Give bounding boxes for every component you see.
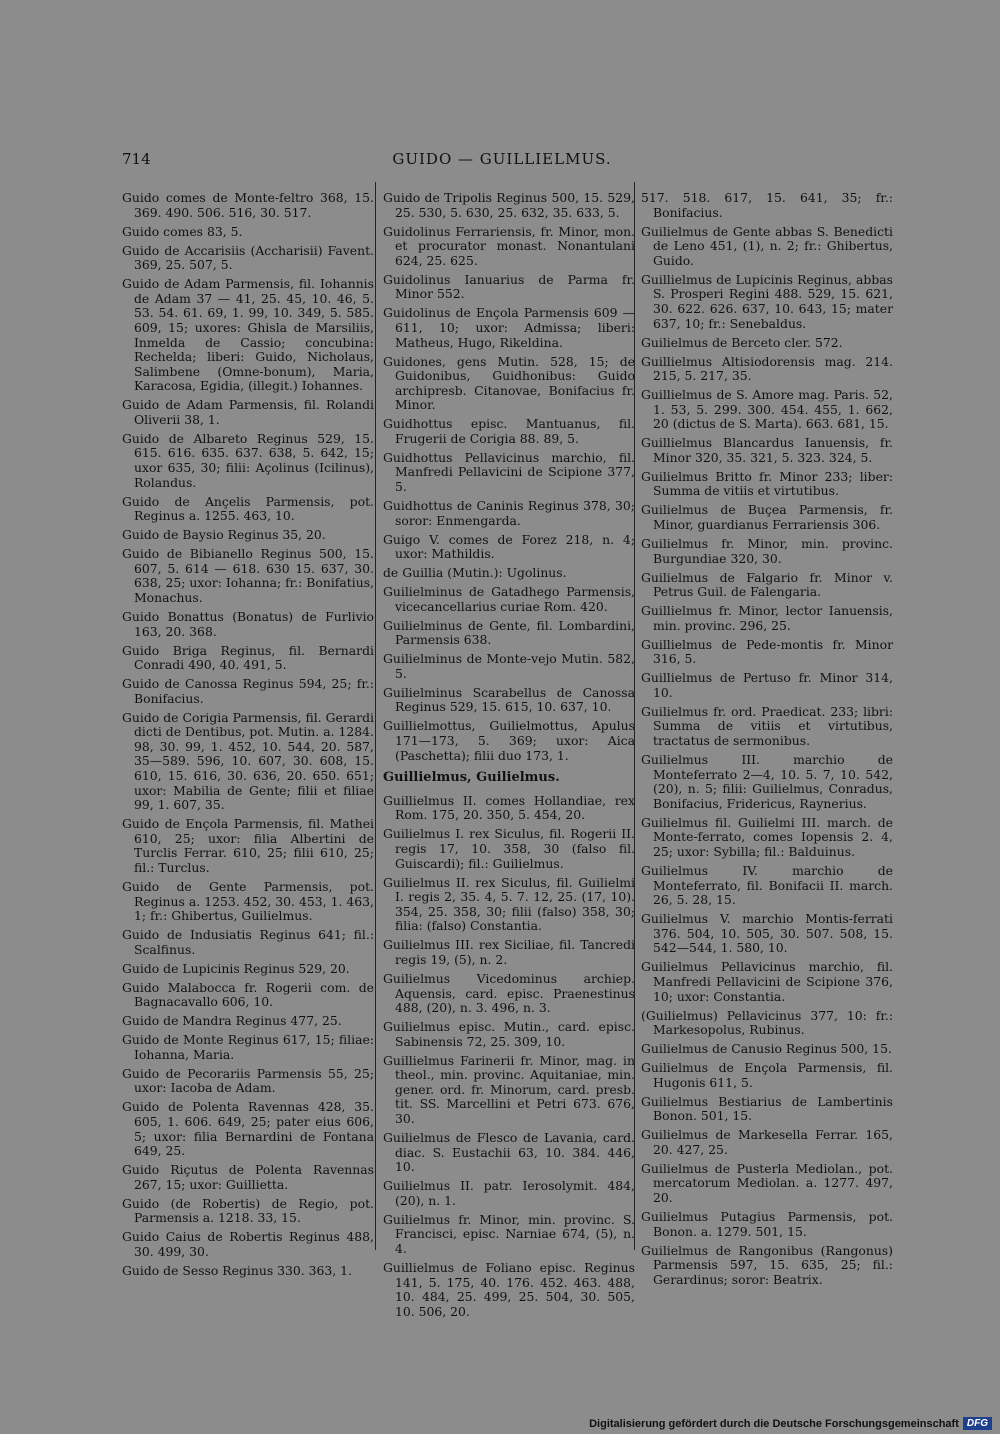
- index-entry: Guilielmus de Berceto cler. 572.: [641, 334, 843, 350]
- index-entry: Guilielmus de Ençola Parmensis, fil. Hugonis 611, 5.: [641, 1060, 893, 1090]
- index-entry: Guilielmus III. rex Siciliae, fil. Tancredi regis 19, (5), n. 2.: [383, 937, 635, 967]
- index-entry: Guilielmus de Pusterla Mediolan., pot. mercatorum Mediolan. a. 1277. 497, 20.: [641, 1160, 893, 1205]
- index-entry: Guilielmus de Canusio Reginus 500, 15.: [641, 1041, 892, 1057]
- index-entry: Guido comes 83, 5.: [122, 223, 243, 239]
- index-entry: Guilielminus Scarabellus de Canossa Reginus 529, 15. 615, 10. 637, 10.: [383, 684, 635, 715]
- index-entry: Guido de Albareto Reginus 529, 15. 615. 616. 635. 637. 638, 5. 642, 15; uxor 635, 30; filii: Açolinus (Icilinus), Rolandus.: [122, 430, 374, 490]
- index-entry: Guillielmus fr. Minor, lector Ianuensis, min. provinc. 296, 25.: [641, 603, 893, 633]
- index-entry: Guidhottus de Caninis Reginus 378, 30; soror: Enmengarda.: [383, 498, 635, 528]
- index-entry: Guido comes de Monte-feltro 368, 15. 369. 490. 506. 516, 30. 517.: [122, 190, 374, 220]
- index-entry: de Guillia (Mutin.): Ugolinus.: [383, 565, 567, 581]
- index-entry: Guilielmus IV. marchio de Monteferrato, fil. Bonifacii II. march. 26, 5. 28, 15.: [641, 862, 893, 908]
- running-head: GUIDO — GUILLIELMUS.: [392, 150, 612, 168]
- index-entry: Guido de Adam Parmensis, fil. Rolandi Oliverii 38, 1.: [122, 397, 374, 427]
- page-number: 714: [122, 150, 151, 168]
- index-entry: Guido de Sesso Reginus 330. 363, 1.: [122, 1262, 353, 1278]
- index-entry: Guido de Accarisiis (Accharisii) Favent. 369, 25. 507, 5.: [122, 242, 374, 273]
- index-entry: Guido de Tripolis Reginus 500, 15. 529, 25. 530, 5. 630, 25. 632, 35. 633, 5.: [383, 190, 635, 220]
- index-entry: Guillielmus Blancardus Ianuensis, fr. Minor 320, 35. 321, 5. 323. 324, 5.: [641, 435, 893, 465]
- index-entry: Guillielmus de Pertuso fr. Minor 314, 10.: [641, 670, 893, 700]
- index-entry: Guidolinus de Ençola Parmensis 609 —611, 10; uxor: Admissa; liberi: Matheus, Hugo, Rikeldina.: [383, 305, 635, 350]
- index-entry: Guillielmus II. comes Hollandiae, rex Rom. 175, 20. 350, 5. 454, 20.: [383, 792, 635, 823]
- index-entry: Guido de Indusiatis Reginus 641; fil.: Scalfinus.: [122, 927, 374, 957]
- index-entry: Guilielmus de Gente abbas S. Benedicti de Leno 451, (1), n. 2; fr.: Ghibertus, Guido.: [641, 223, 893, 268]
- index-entry: Guilielminus de Gente, fil. Lombardini, Parmensis 638.: [383, 617, 635, 648]
- index-entry: Guilielminus de Gatadhego Parmensis, vicecancellarius curiae Rom. 420.: [383, 584, 635, 614]
- index-entry: Guido Malabocca fr. Rogerii com. de Bagnacavallo 606, 10.: [122, 979, 374, 1010]
- index-entry: Guido de Ençola Parmensis, fil. Mathei 610, 25; uxor: filia Albertini de Turclis Ferrar. 610, 25; filii 610, 25; fil.: Turclus.: [122, 816, 374, 876]
- page-header: [122, 150, 882, 172]
- index-entry: Guido de Lupicinis Reginus 529, 20.: [122, 960, 350, 976]
- index-entry: Guilielmus Putagius Parmensis, pot. Bonon. a. 1279. 501, 15.: [641, 1208, 893, 1239]
- index-entry: Guilielmus Vicedominus archiep. Aquensis, card. episc. Praenestinus 488, (20), n. 3. 496, n. 3.: [383, 970, 635, 1016]
- index-column-2-entries-b: [383, 794, 635, 1320]
- index-entry: Guillielmottus, Guilielmottus, Apulus 171—173, 5. 369; uxor: Aica (Paschetta); filii duo 173, 1.: [383, 718, 635, 763]
- dfg-logo: DFG: [963, 1417, 992, 1430]
- index-entry: Guillielmus Altisiodorensis mag. 214. 215, 5. 217, 35.: [641, 353, 893, 384]
- index-entry: Guilielminus de Monte-vejo Mutin. 582, 5.: [383, 651, 635, 681]
- index-entry: Guilielmus de Falgario fr. Minor v. Petrus Guil. de Falengaria.: [641, 569, 893, 600]
- index-entry: Guido de Bibianello Reginus 500, 15. 607, 5. 614 — 618. 630 15. 637, 30. 638, 25; uxor: Iohanna; fr.: Bonifatius, Monachus.: [122, 546, 374, 605]
- index-entry: Guido de Polenta Ravennas 428, 35. 605, 1. 606. 649, 25; pater eius 606, 5; uxor: filia Bernardini de Fontana 649, 25.: [122, 1099, 374, 1159]
- index-entry: Guidolinus Ianuarius de Parma fr. Minor 552.: [383, 271, 635, 302]
- index-entry: Guido de Corigia Parmensis, fil. Gerardi dicti de Dentibus, pot. Mutin. a. 1284. 98, 30. 99, 1. 452, 10. 544, 20. 587, 35—589. 596, 10. 607, 30. 608, 15. 610, 15. 616, 30. 636, 20. 650. 651; uxor: Mabilia de Gente; filii et filiae 99, 1. 607, 35.: [122, 709, 374, 813]
- index-column-3: [641, 191, 893, 1292]
- index-entry: Guidhottus Pellavicinus marchio, fil. Manfredi Pellavicini de Scipione 377, 5.: [383, 449, 635, 495]
- index-entry: Guillielmus de Pede-montis fr. Minor 316, 5.: [641, 636, 893, 667]
- index-entry: Guilielmus fr. ord. Praedicat. 233; libri: Summa de vitiis et virtutibus, tractatus de sermonibus.: [641, 703, 893, 749]
- index-entry: Guillielmus de Foliano episc. Reginus 141, 5. 175, 40. 176. 452. 463. 488, 10. 484, 25. 499, 25. 504, 30. 505, 10. 506, 20.: [383, 1259, 635, 1319]
- index-entry: (Guilielmus) Pellavicinus 377, 10: fr.: Markesopolus, Rubinus.: [641, 1007, 893, 1038]
- index-entry: Guilielmus episc. Mutin., card. episc. Sabinensis 72, 25. 309, 10.: [383, 1019, 635, 1049]
- index-column-2-entries-a: [383, 191, 635, 763]
- index-entry: Guilielmus fr. Minor, min. provinc. S. Francisci, episc. Narniae 674, (5), n. 4.: [383, 1211, 635, 1256]
- index-entry: Guilielmus III. marchio de Monteferrato 2—4, 10. 5. 7, 10. 542, (20), n. 5; filii: Guilielmus, Conradus, Bonifacius, Fridericus, Raynerius.: [641, 752, 893, 811]
- index-entry: Guilielmus V. marchio Montis-ferrati 376. 504, 10. 505, 30. 507. 508, 15. 542—544, 1. 580, 10.: [641, 911, 893, 956]
- index-entry: Guido de Mandra Reginus 477, 25.: [122, 1013, 342, 1029]
- index-entry: Guilielmus de Flesco de Lavania, card. diac. S. Eustachii 63, 10. 384. 446, 10.: [383, 1130, 635, 1175]
- index-entry: 517. 518. 617, 15. 641, 35; fr.: Bonifacius.: [641, 190, 893, 220]
- index-entry: Guido Caius de Robertis Reginus 488, 30. 499, 30.: [122, 1229, 374, 1259]
- index-entry: Guilielmus II. rex Siculus, fil. Guilielmi I. regis 2, 35. 4, 5. 7. 12, 25. (17, 10). 354, 25. 358, 30; filii (falso) 358, 30; filia: (falso) Constantia.: [383, 874, 635, 934]
- index-entry: Guido de Pecorariis Parmensis 55, 25; uxor: Iacoba de Adam.: [122, 1065, 374, 1096]
- column-rule-left: [375, 182, 376, 1250]
- index-entry: Guilielmus Bestiarius de Lambertinis Bonon. 501, 15.: [641, 1093, 893, 1124]
- index-entry: Guigo V. comes de Forez 218, n. 4; uxor: Mathildis.: [383, 531, 635, 562]
- index-entry: Guidones, gens Mutin. 528, 15; de Guidonibus, Guidhonibus: Guido archipresb. Citanovae, Bonifacius fr. Minor.: [383, 353, 635, 413]
- index-entry: Guillielmus Farinerii fr. Minor, mag. in theol., min. provinc. Aquitaniae, min. gener. ord. fr. Minorum, card. presb. tit. SS. Marcellini et Petri 673. 676, 30.: [383, 1052, 635, 1127]
- index-entry: Guido de Monte Reginus 617, 15; filiae: Iohanna, Maria.: [122, 1032, 374, 1062]
- section-title: Guillielmus, Guilielmus.: [383, 770, 560, 786]
- index-entry: Guillielmus de S. Amore mag. Paris. 52, 1. 53, 5. 299. 300. 454. 455, 1. 662, 20 (dictus de S. Marta). 663. 681, 15.: [641, 387, 893, 432]
- index-entry: Guilielmus II. patr. Ierosolymit. 484, (20), n. 1.: [383, 1178, 635, 1208]
- footer: [589, 1417, 992, 1430]
- index-entry: Guilielmus fr. Minor, min. provinc. Burgundiae 320, 30.: [641, 535, 893, 566]
- footer-text: Digitalisierung gefördert durch die Deutsche Forschungsgemeinschaft: [589, 1417, 959, 1430]
- index-entry: Guilielmus Pellavicinus marchio, fil. Manfredi Pellavicini de Scipione 376, 10; uxor: Constantia.: [641, 959, 893, 1004]
- index-entry: Guido Bonattus (Bonatus) de Furlivio 163, 20. 368.: [122, 608, 374, 639]
- index-entry: Guillielmus de Lupicinis Reginus, abbas S. Prosperi Regini 488. 529, 15. 621, 30. 622. 626. 637, 10. 643, 15; mater 637, 10; fr.: Senebaldus.: [641, 271, 893, 331]
- index-entry: Guido de Ançelis Parmensis, pot. Reginus a. 1255. 463, 10.: [122, 493, 374, 524]
- index-entry: Guilielmus fil. Guilielmi III. march. de Monte-ferrato, comes Iopensis 2. 4, 25; uxor: Sybilla; fil.: Balduinus.: [641, 814, 893, 859]
- index-column-2: [383, 191, 635, 1324]
- index-entry: Guidolinus Ferrariensis, fr. Minor, mon. et procurator monast. Nonantulani 624, 25. 625.: [383, 223, 635, 268]
- index-entry: Guido Briga Reginus, fil. Bernardi Conradi 490, 40. 491, 5.: [122, 642, 374, 673]
- index-entry: Guilielmus de Rangonibus (Rangonus) Parmensis 597, 15. 635, 25; fil.: Gerardinus; soror: Beatrix.: [641, 1242, 893, 1287]
- index-entry: Guilielmus I. rex Siculus, fil. Rogerii II. regis 17, 10. 358, 30 (falso fil. Guiscardi); fil.: Guilielmus.: [383, 826, 635, 871]
- index-entry: Guido de Canossa Reginus 594, 25; fr.: Bonifacius.: [122, 676, 374, 706]
- index-entry: Guilielmus de Markesella Ferrar. 165, 20. 427, 25.: [641, 1127, 893, 1157]
- index-entry: Guido de Gente Parmensis, pot. Reginus a. 1253. 452, 30. 453, 1. 463, 1; fr.: Ghibertus, Guilielmus.: [122, 879, 374, 924]
- index-entry: Guido (de Robertis) de Regio, pot. Parmensis a. 1218. 33, 15.: [122, 1195, 374, 1226]
- index-entry: Guilielmus de Buçea Parmensis, fr. Minor, guardianus Ferrariensis 306.: [641, 502, 893, 532]
- index-column-1: [122, 191, 374, 1283]
- index-entry: Guilielmus Britto fr. Minor 233; liber: Summa de vitiis et virtutibus.: [641, 468, 893, 499]
- index-entry: Guido de Adam Parmensis, fil. Iohannis de Adam 37 — 41, 25. 45, 10. 46, 5. 53. 54. 61. 69, 1. 99, 10. 349, 5. 585. 609, 15; uxores: Ghisla de Marsiliis, Inmelda de Cassio; concubina: Rechelda; liberi: Guido, Nicholaus, Salimbene (Omne-bonum), Maria, Karacosa, Egidia, (illegit.) Iohannes.: [122, 276, 374, 394]
- index-entry: Guidhottus episc. Mantuanus, fil. Frugerii de Corigia 88. 89, 5.: [383, 416, 635, 446]
- index-entry: Guido Riçutus de Polenta Ravennas 267, 15; uxor: Guillietta.: [122, 1162, 374, 1192]
- index-entry: Guido de Baysio Reginus 35, 20.: [122, 527, 326, 543]
